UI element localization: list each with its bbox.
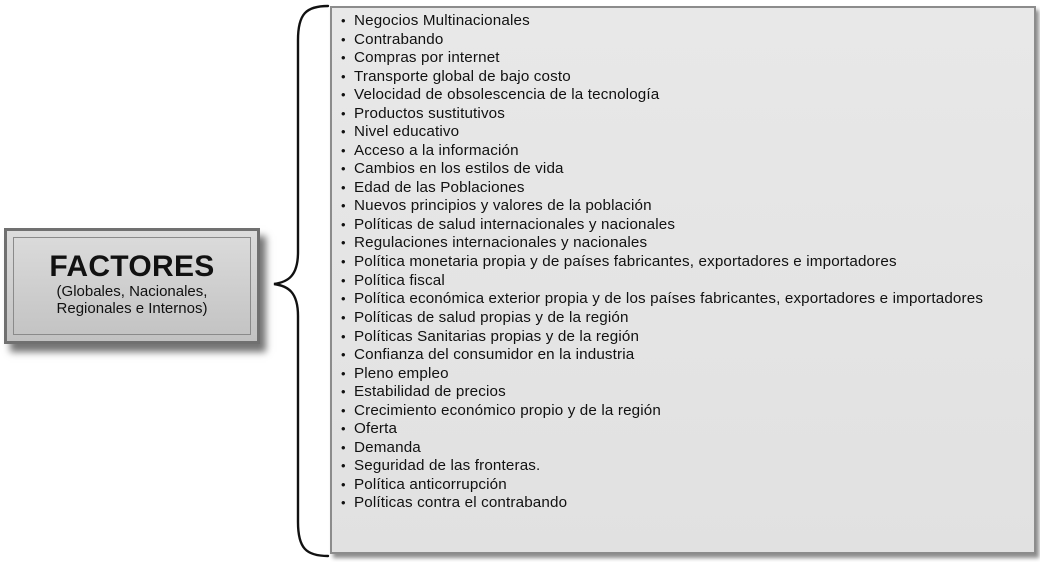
factor-item: • Políticas de salud internacionales y nacionales (340, 217, 1026, 233)
factor-item: • Política fiscal (340, 273, 1026, 289)
factor-item: • Oferta (340, 421, 1026, 437)
factores-title-box (4, 228, 260, 344)
factor-item: • Nivel educativo (340, 124, 1026, 140)
curly-brace (272, 0, 332, 562)
factor-list (340, 13, 1026, 511)
factor-item: • Pleno empleo (340, 366, 1026, 382)
factores-subtitle-line1: (Globales, Nacionales, (56, 283, 208, 300)
factor-item: • Regulaciones internacionales y nacionales (340, 235, 1026, 251)
factores-subtitle-line2: Regionales e Internos) (56, 300, 208, 317)
factor-item: • Seguridad de las fronteras. (340, 458, 1026, 474)
factors-list-box (330, 6, 1036, 554)
factor-item: • Nuevos principios y valores de la población (340, 198, 1026, 214)
factor-item: • Acceso a la información (340, 143, 1026, 159)
factor-item: • Políticas de salud propias y de la región (340, 310, 1026, 326)
factor-item: • Cambios en los estilos de vida (340, 161, 1026, 177)
factor-item: • Productos sustitutivos (340, 106, 1026, 122)
factor-item: • Negocios Multinacionales (340, 13, 1026, 29)
factores-title: FACTORES (49, 250, 215, 283)
factor-item: • Edad de las Poblaciones (340, 180, 1026, 196)
factor-item: • Transporte global de bajo costo (340, 69, 1026, 85)
factor-item: • Política anticorrupción (340, 477, 1026, 493)
factor-item: • Política económica exterior propia y de los países fabricantes, exportadores e importadores (340, 291, 1026, 307)
factor-item: • Demanda (340, 440, 1026, 456)
factor-item: • Confianza del consumidor en la industria (340, 347, 1026, 363)
factor-item: • Compras por internet (340, 50, 1026, 66)
factor-item: • Contrabando (340, 32, 1026, 48)
factor-item: • Estabilidad de precios (340, 384, 1026, 400)
factor-item: • Política monetaria propia y de países fabricantes, exportadores e importadores (340, 254, 1026, 270)
factor-item: • Políticas contra el contrabando (340, 495, 1026, 511)
factor-item: • Crecimiento económico propio y de la región (340, 403, 1026, 419)
factor-item: • Velocidad de obsolescencia de la tecnología (340, 87, 1026, 103)
factor-item: • Políticas Sanitarias propias y de la región (340, 329, 1026, 345)
